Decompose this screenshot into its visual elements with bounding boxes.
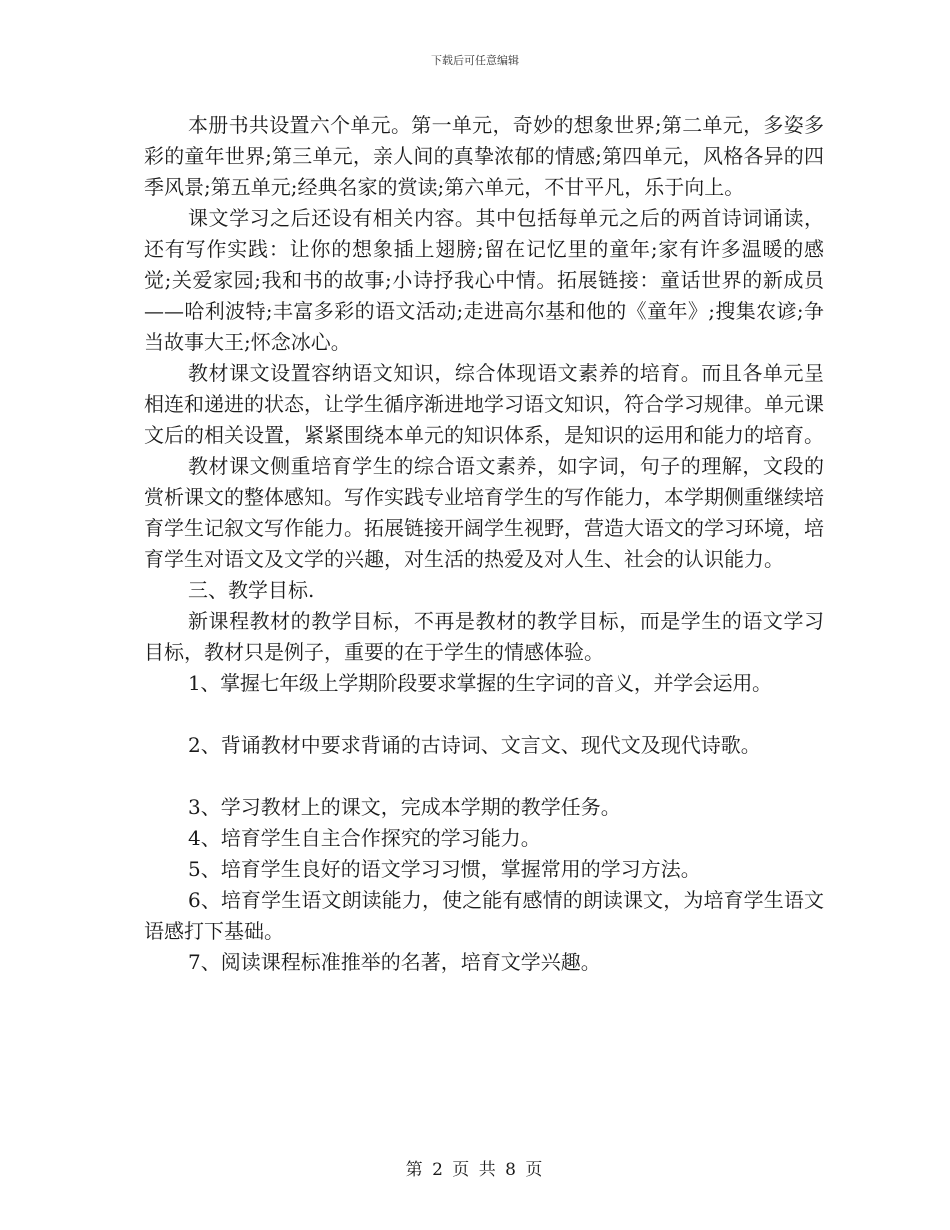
page-number-footer: 第 2 页 共 8 页 [405,1160,545,1180]
goal-item-3: 3、学习教材上的课文，完成本学期的教学任务。 [188,795,621,819]
page-header-note: 下载后可任意编辑 [431,54,519,67]
paragraph-textbook-design: 教材课文设置容纳语文知识，综合体现语文素养的培育。而且各单元呈相连和递进的状态，让学生循序渐进地学习语文知识，符合学习规律。单元课文后的相关设置，紧紧围绕本单元的知识体系，是知识的运用和能力的培育。 [144,361,824,447]
document-body [144,110,824,978]
paragraph-related-content: 课文学习之后还设有相关内容。其中包括每单元之后的两首诗词诵读，还有写作实践：让你的想象插上翅膀;留在记忆里的童年;家有许多温暖的感觉;关爱家园;我和书的故事;小诗抒我心中情。拓展链接：童话世界的新成员——哈利波特;丰富多彩的语文活动;走进高尔基和他的《童年》;搜集农谚;争当故事大王;怀念冰心。 [144,206,824,354]
goal-item-2: 2、背诵教材中要求背诵的古诗词、文言文、现代文及现代诗歌。 [188,733,761,757]
goal-item-4: 4、培育学生自主合作探究的学习能力。 [188,826,541,850]
goal-item-5: 5、培育学生良好的语文学习习惯，掌握常用的学习方法。 [188,857,701,881]
spacer [144,699,824,730]
paragraph-goals-intro: 新课程教材的教学目标，不再是教材的教学目标，而是学生的语文学习目标，教材只是例子，重要的在于学生的情感体验。 [144,609,824,664]
goal-item-7: 7、阅读课程标准推举的名著，培育文学兴趣。 [188,950,601,974]
spacer [144,761,824,792]
section-heading-teaching-goals: 三、教学目标. [188,578,315,602]
goal-item-1: 1、掌握七年级上学期阶段要求掌握的生字词的音义，并学会运用。 [188,671,772,695]
goal-item-6: 6、培育学生语文朗读能力，使之能有感情的朗读课文，为培育学生语文语感打下基础。 [144,888,824,943]
paragraph-textbook-focus: 教材课文侧重培育学生的综合语文素养，如字词，句子的理解，文段的赏析课文的整体感知。写作实践专业培育学生的写作能力，本学期侧重继续培育学生记叙文写作能力。拓展链接开阔学生视野，营造大语文的学习环境，培育学生对语文及文学的兴趣，对生活的热爱及对人生、社会的认识能力。 [144,454,824,571]
paragraph-units-overview: 本册书共设置六个单元。第一单元，奇妙的想象世界;第二单元，多姿多彩的童年世界;第三单元，亲人间的真挚浓郁的情感;第四单元，风格各异的四季风景;第五单元;经典名家的赏读;第六单元，不甘平凡，乐于向上。 [144,113,824,199]
